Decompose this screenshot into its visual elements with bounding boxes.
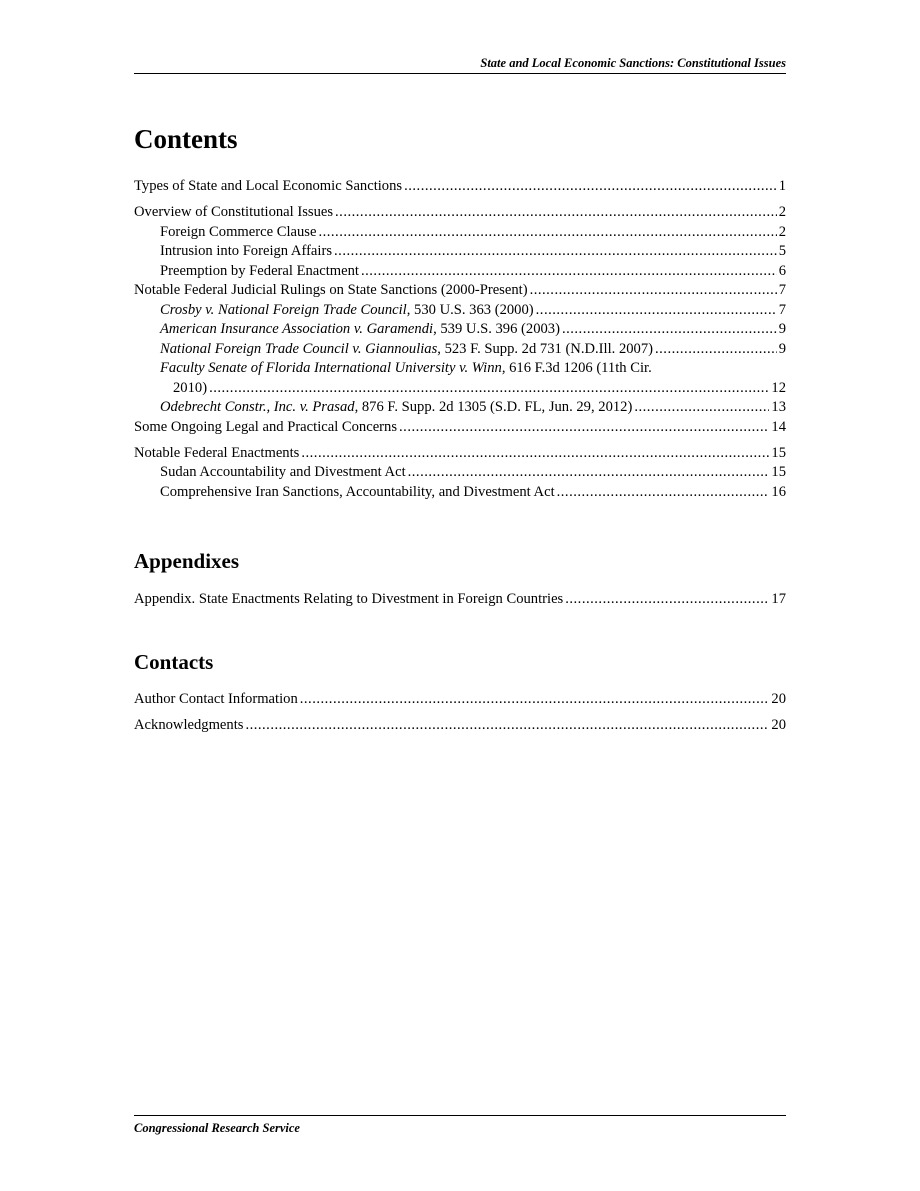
leader-dots — [565, 590, 769, 610]
toc-entry[interactable] — [134, 340, 786, 360]
contents-toc — [134, 177, 786, 502]
toc-entry-title: Acknowledgments — [134, 717, 244, 733]
toc-entry-title: Preemption by Federal Enactment — [160, 262, 359, 279]
toc-entry[interactable] — [134, 203, 786, 223]
leader-dots — [335, 203, 777, 223]
toc-entry[interactable] — [134, 418, 786, 438]
toc-entry-page: 20 — [771, 691, 786, 707]
toc-entry-title-cont: 2010) — [173, 379, 208, 396]
toc-entry[interactable] — [134, 177, 786, 197]
leader-dots — [408, 463, 770, 483]
leader-dots — [399, 418, 769, 438]
leader-dots — [245, 716, 769, 736]
toc-entry[interactable] — [134, 716, 786, 736]
running-footer: Congressional Research Service — [134, 1115, 786, 1136]
toc-entry-page: 7 — [778, 282, 786, 298]
toc-entry-title — [160, 320, 560, 340]
toc-entry-title: Foreign Commerce Clause — [160, 223, 317, 240]
toc-entry-page: 2 — [778, 223, 786, 240]
toc-entry[interactable] — [134, 463, 786, 483]
citation: , 523 F. Supp. 2d 731 (N.D.Ill. 2007) — [437, 340, 653, 357]
leader-dots — [634, 398, 769, 418]
toc-entry[interactable] — [134, 483, 786, 503]
citation: , 539 U.S. 396 (2003) — [433, 321, 560, 337]
toc-entry-page: 14 — [771, 418, 786, 435]
contacts-heading: Contacts — [134, 650, 214, 674]
toc-entry-page: 15 — [771, 444, 786, 461]
toc-entry-page: 6 — [778, 262, 786, 279]
leader-dots — [655, 340, 777, 360]
toc-entry-title: Notable Federal Enactments — [134, 444, 300, 461]
toc-entry-page: 17 — [771, 591, 786, 607]
toc-entry-title: Overview of Constitutional Issues — [134, 204, 334, 220]
citation: , 876 F. Supp. 2d 1305 (S.D. FL, Jun. 29, 2012) — [354, 399, 633, 415]
toc-entry-title — [160, 359, 786, 379]
toc-entry-title — [160, 398, 632, 418]
toc-entry[interactable] — [134, 359, 786, 398]
toc-entry-page: 15 — [771, 464, 786, 480]
toc-entry-page: 13 — [771, 399, 786, 415]
toc-entry[interactable] — [134, 281, 786, 301]
toc-entry-page: 9 — [778, 340, 786, 357]
toc-entry-title — [160, 301, 534, 321]
toc-entry-title: Author Contact Information — [134, 691, 298, 707]
contacts-toc — [134, 690, 786, 736]
toc-entry-page: 1 — [778, 178, 786, 194]
toc-entry-title: Comprehensive Iran Sanctions, Accountability, and Divestment Act — [160, 483, 555, 500]
toc-entry-title: Appendix. State Enactments Relating to Divestment in Foreign Countries — [134, 591, 564, 607]
leader-dots — [301, 444, 769, 464]
toc-entry[interactable] — [134, 242, 786, 262]
case-name: Faculty Senate of Florida International University v. Winn — [160, 360, 502, 376]
toc-entry-title: Types of State and Local Economic Sanctions — [134, 178, 403, 194]
toc-entry-page: 9 — [778, 321, 786, 337]
toc-entry-title — [160, 340, 653, 360]
leader-dots — [404, 177, 777, 197]
toc-entry-page: 7 — [778, 301, 786, 318]
toc-entry[interactable] — [134, 590, 786, 610]
citation: , 616 F.3d 1206 (11th Cir. — [501, 360, 652, 376]
leader-dots — [562, 320, 777, 340]
toc-entry-continuation — [160, 379, 786, 399]
appendixes-toc — [134, 590, 786, 610]
case-name: American Insurance Association v. Garamendi — [160, 321, 434, 337]
leader-dots — [209, 379, 769, 399]
toc-entry-title: Sudan Accountability and Divestment Act — [160, 464, 406, 480]
leader-dots — [334, 242, 777, 262]
toc-entry-title: Intrusion into Foreign Affairs — [160, 243, 333, 259]
toc-entry[interactable] — [134, 301, 786, 321]
contents-heading: Contents — [134, 124, 238, 154]
leader-dots — [300, 690, 770, 710]
toc-entry-page: 12 — [771, 379, 786, 396]
toc-entry-title: Some Ongoing Legal and Practical Concerns — [134, 418, 398, 435]
toc-entry[interactable] — [134, 223, 786, 243]
case-name: National Foreign Trade Council v. Giannoulias — [160, 340, 438, 357]
running-header: State and Local Economic Sanctions: Constitutional Issues — [134, 56, 786, 74]
toc-entry[interactable] — [134, 398, 786, 418]
appendixes-heading: Appendixes — [134, 549, 240, 573]
toc-entry[interactable] — [134, 444, 786, 464]
toc-entry-page: 20 — [771, 717, 786, 733]
toc-entry-title: Notable Federal Judicial Rulings on State Sanctions (2000-Present) — [134, 282, 528, 298]
citation: , 530 U.S. 363 (2000) — [406, 301, 534, 318]
toc-entry-page: 5 — [778, 243, 786, 259]
toc-entry-page: 2 — [778, 204, 786, 220]
leader-dots — [530, 281, 777, 301]
leader-dots — [536, 301, 777, 321]
toc-entry-page: 16 — [771, 483, 786, 500]
leader-dots — [318, 223, 776, 243]
case-name: Crosby v. National Foreign Trade Council — [160, 301, 407, 318]
leader-dots — [361, 262, 777, 282]
toc-entry[interactable] — [134, 320, 786, 340]
leader-dots — [557, 483, 770, 503]
toc-entry[interactable] — [134, 690, 786, 710]
case-name: Odebrecht Constr., Inc. v. Prasad — [160, 399, 355, 415]
toc-entry[interactable] — [134, 262, 786, 282]
